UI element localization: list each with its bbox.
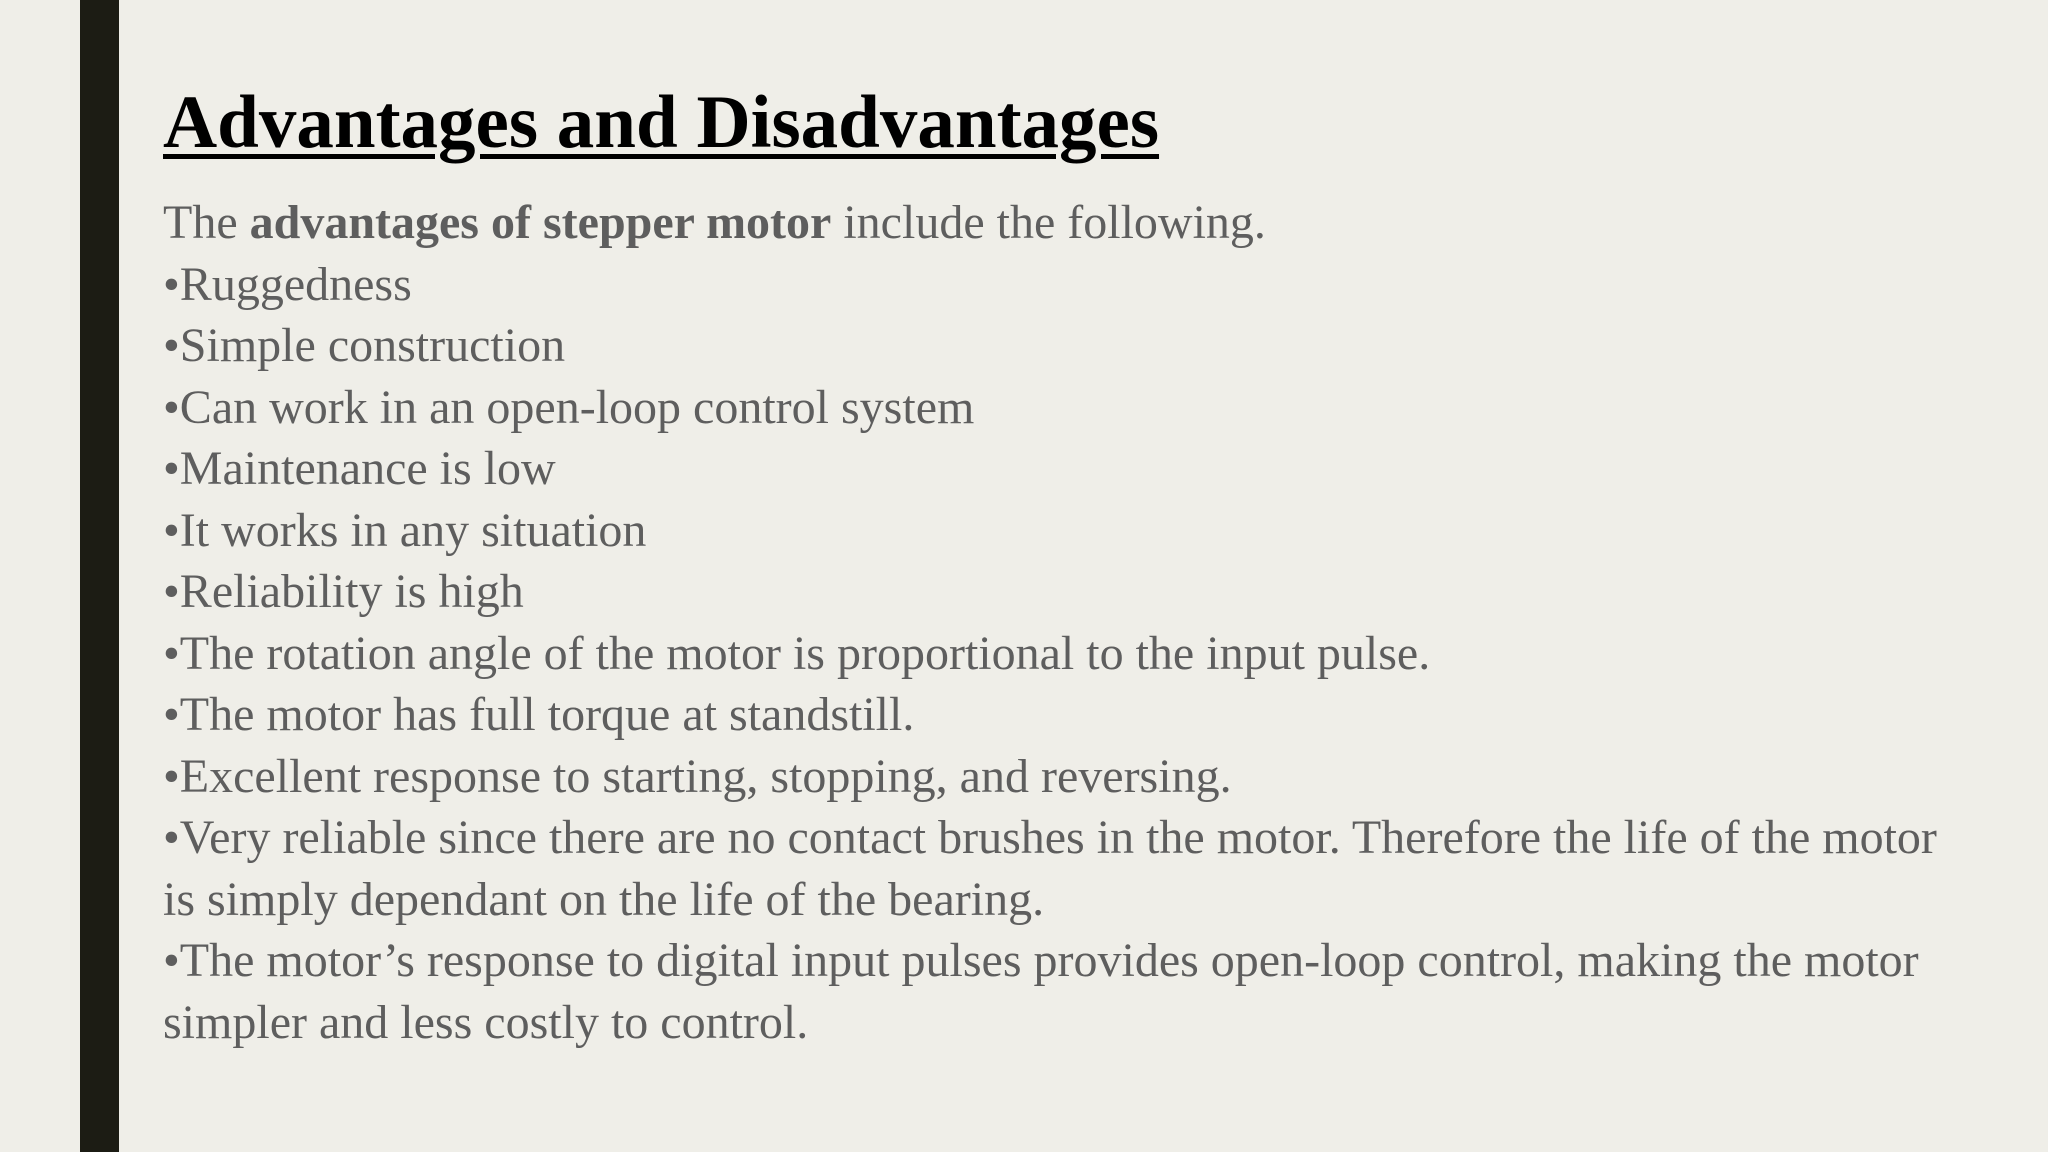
accent-bar: [80, 0, 119, 1152]
intro-bold: advantages of stepper motor: [249, 196, 832, 249]
list-item: •Maintenance is low: [163, 442, 556, 495]
list-item: •The motor has full torque at standstill.: [163, 688, 915, 741]
list-item: •Ruggedness: [163, 257, 412, 311]
intro-before: The: [163, 196, 250, 249]
slide-title: Advantages and Disadvantages: [163, 81, 1160, 164]
list-item: •Excellent response to starting, stopping, and reversing.: [163, 749, 1232, 803]
list-item: •The motor’s response to digital input pulses provides open-loop control, making the motor simpler and less costly to control.: [163, 934, 1919, 1049]
advantages-list: [163, 254, 1963, 1054]
list-item: •The rotation angle of the motor is proportional to the input pulse.: [163, 626, 1431, 680]
list-item: •Can work in an open-loop control system: [163, 380, 975, 434]
intro-after: include the following.: [831, 196, 1266, 249]
list-item: •Very reliable since there are no contact brushes in the motor. Therefore the life of the motor is simply dependant on the life of the bearing.: [163, 811, 1937, 926]
list-item: •It works in any situation: [163, 503, 647, 557]
intro-line: [163, 192, 1963, 254]
slide-body: [163, 192, 1963, 1053]
list-item: •Simple construction: [163, 319, 566, 372]
list-item: •Reliability is high: [163, 565, 524, 618]
